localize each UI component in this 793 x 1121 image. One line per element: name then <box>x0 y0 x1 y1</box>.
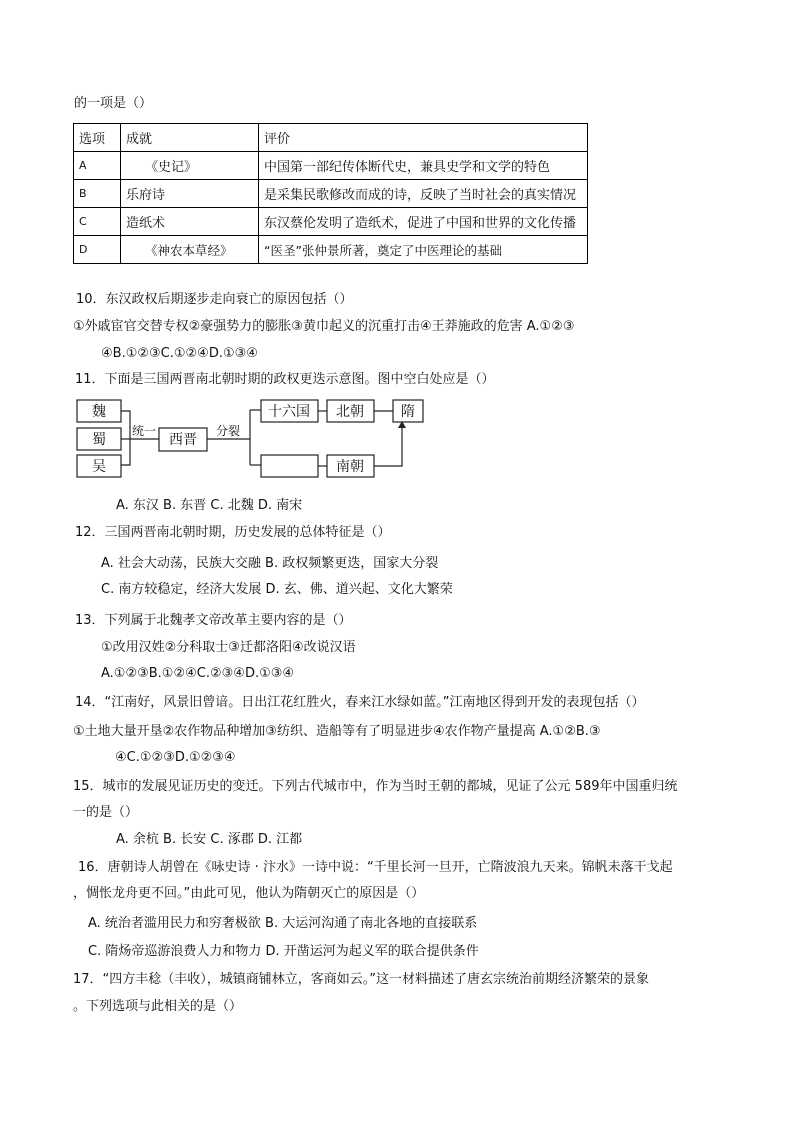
q15-options: A. 余杭 B. 长安 C. 涿郡 D. 江都 <box>116 832 303 847</box>
table-cell: 是采集民歌修改而成的诗，反映了当时社会的真实情况 <box>259 180 588 208</box>
diagram-west-jin-label: 西晋 <box>169 432 197 448</box>
table-header-cell: 成就 <box>121 124 259 152</box>
diagram-shu-label: 蜀 <box>92 432 106 448</box>
q14-line2: ①土地大量开垦②农作物品种增加③纺织、造船等有了明显进步④农作物产量提高 A.①②B.③ <box>73 724 601 739</box>
table-cell: A <box>74 152 121 180</box>
diagram-unify-label: 统一 <box>131 424 157 438</box>
diagram-split-label: 分裂 <box>215 424 241 438</box>
regime-succession-diagram <box>75 397 425 479</box>
table-row <box>74 236 588 264</box>
q11-options: A. 东汉 B. 东晋 C. 北魏 D. 南宋 <box>116 498 303 513</box>
q13-options: A.①②③B.①②④C.②③④D.①③④ <box>101 666 295 681</box>
q12-options-ab: A. 社会大动荡，民族大交融 B. 政权频繁更迭，国家大分裂 <box>101 556 439 571</box>
lead-in-text: 的一项是（） <box>74 96 153 111</box>
q13-stem: 13．下列属于北魏孝文帝改革主要内容的是（） <box>75 613 352 628</box>
q10-stem: 10．东汉政权后期逐步走向衰亡的原因包括（） <box>76 292 353 307</box>
table-cell: 《神农本草经》 <box>121 236 259 264</box>
q14-line3: ④C.①②③D.①②③④ <box>115 750 236 765</box>
q16-stem-cont: ，惆怅龙舟更不回。”由此可见，他认为隋朝灭亡的原因是（） <box>73 886 425 901</box>
table-cell: 造纸术 <box>121 208 259 236</box>
diagram-southern-dynasties-label: 南朝 <box>336 459 364 475</box>
q13-items: ①改用汉姓②分科取士③迁都洛阳④改说汉语 <box>101 640 356 655</box>
achievement-table <box>73 123 588 264</box>
q12-options-cd: C. 南方较稳定，经济大发展 D. 玄、佛、道兴起、文化大繁荣 <box>101 582 453 597</box>
q12-stem: 12．三国两晋南北朝时期，历史发展的总体特征是（） <box>75 525 391 540</box>
table-row <box>74 152 588 180</box>
table-cell: C <box>74 208 121 236</box>
table-cell: 东汉蔡伦发明了造纸术，促进了中国和世界的文化传播 <box>259 208 588 236</box>
q17-stem: 17．“四方丰稔（丰收），城镇商铺林立，客商如云。”这一材料描述了唐玄宗统治前期经济繁荣的景象 <box>73 972 650 987</box>
q14-stem: 14．“江南好，风景旧曾谙。日出江花红胜火，春来江水绿如蓝。”江南地区得到开发的表现包括（） <box>75 695 645 710</box>
table-header-cell: 评价 <box>259 124 588 152</box>
table-cell: 中国第一部纪传体断代史，兼具史学和文学的特色 <box>259 152 588 180</box>
diagram-wei-label: 魏 <box>92 404 106 420</box>
q15-stem: 15．城市的发展见证历史的变迁。下列古代城市中，作为当时王朝的都城，见证了公元 589年中国重归统 <box>73 779 678 794</box>
table-header-row <box>74 124 588 152</box>
table-cell: 乐府诗 <box>121 180 259 208</box>
diagram-sui-label: 隋 <box>401 404 415 420</box>
q15-stem-cont: 一的是（） <box>73 805 139 820</box>
q10-line3: ④B.①②③C.①②④D.①③④ <box>101 346 258 361</box>
diagram-northern-dynasties-label: 北朝 <box>336 404 364 420</box>
table-cell: D <box>74 236 121 264</box>
q11-stem: 11．下面是三国两晋南北朝时期的政权更迭示意图。图中空白处应是（） <box>75 372 495 387</box>
table-cell: 《史记》 <box>121 152 259 180</box>
q16-options-ab: A. 统治者滥用民力和穷奢极欲 B. 大运河沟通了南北各地的直接联系 <box>88 916 478 931</box>
table-cell: “医圣”张仲景所著，奠定了中医理论的基础 <box>259 236 588 264</box>
diagram-wu-label: 吴 <box>92 459 106 475</box>
table-cell: B <box>74 180 121 208</box>
q16-stem: 16．唐朝诗人胡曾在《咏史诗 · 汴水》一诗中说：“千里长河一旦开，亡隋波浪九天来。锦帆未落干戈起 <box>78 860 673 875</box>
table-header-cell: 选项 <box>74 124 121 152</box>
table-row <box>74 208 588 236</box>
table-row <box>74 180 588 208</box>
q17-stem-cont: 。下列选项与此相关的是（） <box>73 999 243 1014</box>
q16-options-cd: C. 隋炀帝巡游浪费人力和物力 D. 开凿运河为起义军的联合提供条件 <box>88 944 479 959</box>
q10-line2: ①外戚宦官交替专权②豪强势力的膨胀③黄巾起义的沉重打击④王莽施政的危害 A.①②③ <box>73 319 575 334</box>
diagram-sixteen-kingdoms-label: 十六国 <box>268 404 310 420</box>
